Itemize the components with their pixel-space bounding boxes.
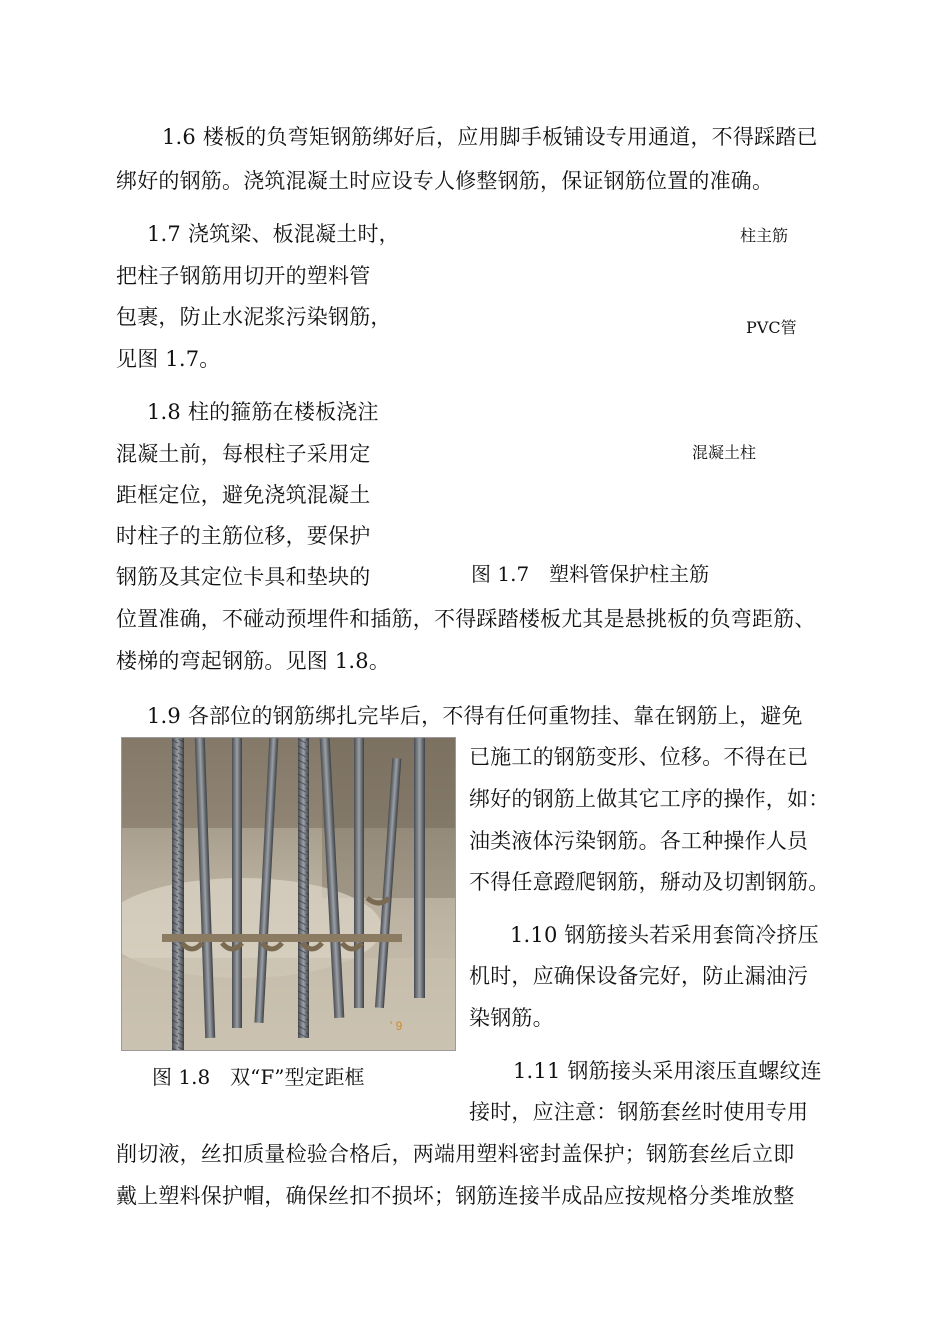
para-1-9-line-3: 绑好的钢筋上做其它工序的操作，如： — [469, 787, 830, 811]
para-1-10-line-2: 机时，应确保设备完好，防止漏油污 — [469, 964, 809, 988]
para-1-7-line-3: 包裹，防止水泥浆污染钢筋， — [116, 305, 392, 329]
rebar-photo-illustration — [122, 738, 455, 1050]
fig-1-8-photo — [121, 737, 456, 1051]
para-1-7-line-2: 把柱子钢筋用切开的塑料管 — [116, 264, 371, 288]
para-1-10-line-1: 1.10 钢筋接头若采用套筒冷挤压 — [510, 923, 819, 947]
fig-1-7-label-pvc: PVC管 — [746, 318, 797, 337]
para-1-11-line-2: 接时，应注意：钢筋套丝时使用专用 — [469, 1100, 809, 1124]
para-1-9-line-2: 已施工的钢筋变形、位移。不得在已 — [469, 745, 809, 769]
para-1-7-line-4: 见图 1.7。 — [116, 347, 221, 371]
para-1-8-line-5: 钢筋及其定位卡具和垫块的 — [116, 565, 371, 589]
para-1-9-line-4: 油类液体污染钢筋。各工种操作人员 — [469, 829, 809, 853]
para-1-11-line-1: 1.11 钢筋接头采用滚压直螺纹连 — [513, 1059, 822, 1083]
para-1-8-line-1: 1.8 柱的箍筋在楼板浇注 — [147, 400, 379, 424]
fig-1-7-label-main-bar: 柱主筋 — [740, 226, 789, 245]
para-1-8-line-6: 位置准确，不碰动预埋件和插筋，不得踩踏楼板尤其是悬挑板的负弯距筋、 — [116, 607, 816, 631]
fig-1-7-label-column: 混凝土柱 — [692, 443, 757, 462]
para-1-11-line-3: 削切液，丝扣质量检验合格后，两端用塑料密封盖保护；钢筋套丝后立即 — [116, 1142, 795, 1166]
para-1-9-line-5: 不得任意蹬爬钢筋，掰动及切割钢筋。 — [469, 870, 830, 894]
para-1-11-line-4: 戴上塑料保护帽，确保丝扣不损坏；钢筋连接半成品应按规格分类堆放整 — [116, 1184, 795, 1208]
para-1-9-line-1: 1.9 各部位的钢筋绑扎完毕后，不得有任何重物挂、靠在钢筋上，避免 — [147, 704, 803, 728]
para-1-8-line-4: 时柱子的主筋位移，要保护 — [116, 524, 371, 548]
para-1-7-line-1: 1.7 浇筑梁、板混凝土时， — [147, 222, 400, 246]
fig-1-8-caption: 图 1.8 双“F”型定距框 — [152, 1065, 365, 1089]
para-1-6-line-2: 绑好的钢筋。浇筑混凝土时应设专人修整钢筋，保证钢筋位置的准确。 — [116, 169, 774, 193]
para-1-8-line-3: 距框定位，避免浇筑混凝土 — [116, 483, 371, 507]
svg-text:' 9: ' 9 — [390, 1019, 403, 1033]
para-1-8-line-2: 混凝土前，每根柱子采用定 — [116, 442, 371, 466]
para-1-10-line-3: 染钢筋。 — [469, 1006, 554, 1030]
para-1-6-line-1: 1.6 楼板的负弯矩钢筋绑好后，应用脚手板铺设专用通道，不得踩踏已 — [162, 125, 818, 149]
para-1-8-line-7: 楼梯的弯起钢筋。见图 1.8。 — [116, 649, 391, 673]
fig-1-7-caption: 图 1.7 塑料管保护柱主筋 — [471, 562, 710, 586]
